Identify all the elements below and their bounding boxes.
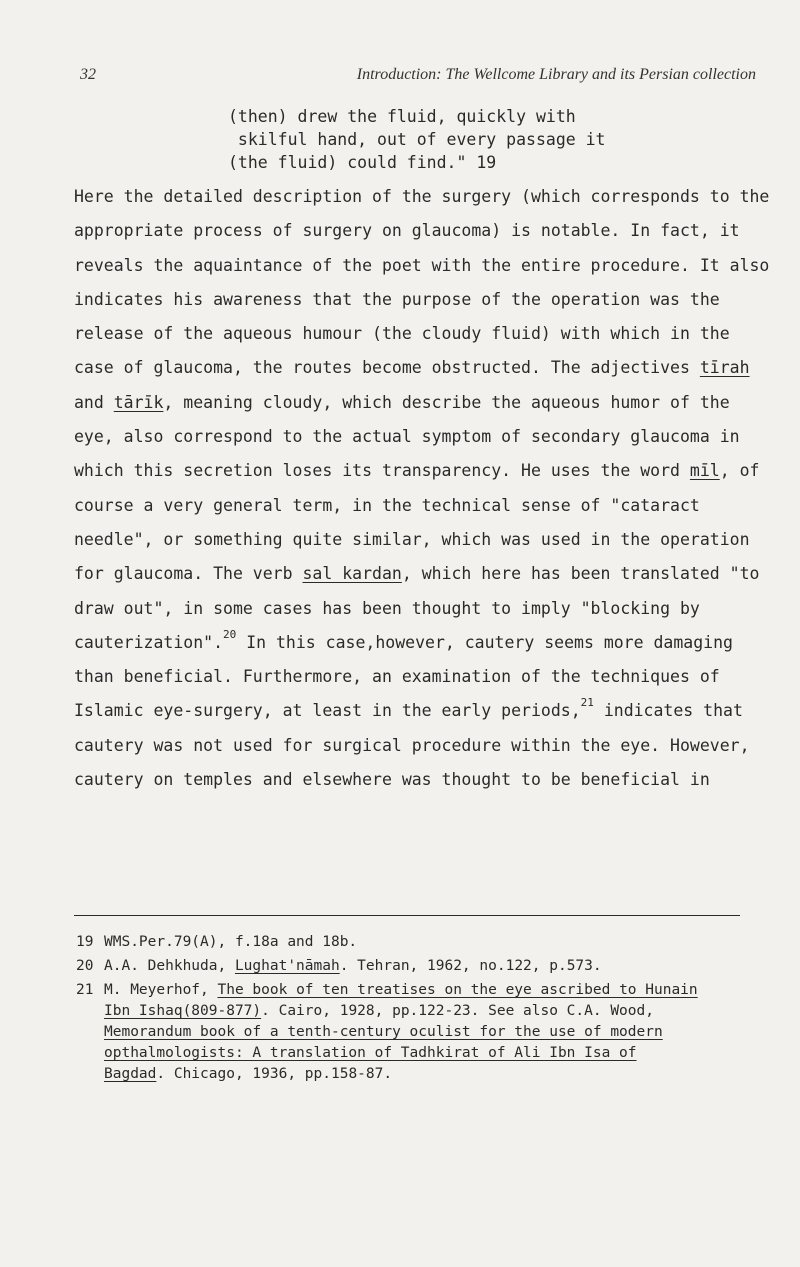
text-run: , which here has been translated "to draw out", in some cases has been thought to imply "blocking by cauterization". — [74, 564, 760, 652]
footnote-ref-20: 20 — [223, 627, 237, 641]
term-tarik: tārīk — [113, 392, 164, 412]
text-run: . Cairo, 1928, pp.122-23. See also C.A. Wood, — [261, 1003, 654, 1019]
text-run: . Tehran, 1962, no.122, p.573. — [339, 958, 602, 974]
page-header — [80, 66, 756, 90]
paragraph — [74, 180, 774, 797]
footnote-21 — [76, 980, 766, 1085]
footnote-19 — [76, 932, 766, 953]
footnote-text: WMS.Per.79(A), f.18a and 18b. — [104, 934, 358, 950]
quote-line: (the fluid) could find." 19 — [228, 153, 497, 172]
text-run: A.A. Dehkhuda, — [104, 958, 235, 974]
text-run: indicates that cautery was not used for surgical procedure within the eye. However, cautery on temples and elsewhere was thought to be beneficial in — [74, 701, 750, 790]
cited-title: opthalmologists: A translation of Tadhkirat of Ali Ibn Isa of — [104, 1045, 637, 1061]
text-run: M. Meyerhof, — [104, 982, 218, 998]
footnote-number: 19 — [76, 934, 94, 950]
text-run: . Chicago, 1936, pp.158-87. — [156, 1066, 393, 1082]
running-title: Introduction: The Wellcome Library and its Persian collection — [356, 66, 756, 83]
block-quote — [228, 105, 648, 174]
body-text — [74, 180, 774, 797]
footnote-number: 20 — [76, 958, 94, 974]
footnote-ref-21: 21 — [580, 696, 594, 710]
footnote-20 — [76, 956, 766, 977]
footnote-divider — [74, 915, 740, 916]
term-mil: mīl — [689, 461, 720, 481]
cited-title: Memorandum book of a tenth-century oculist for the use of modern — [104, 1024, 663, 1040]
quote-line: (then) drew the fluid, quickly with — [228, 107, 576, 126]
text-run: In this case,however, cautery seems more damaging than beneficial. Furthermore, an examination of the techniques of Islamic eye-surgery, at least in the early periods, — [74, 632, 733, 721]
footnote-number: 21 — [76, 982, 94, 998]
term-sal-kardan: sal kardan — [302, 564, 402, 584]
quote-line: skilful hand, out of every passage it — [228, 130, 606, 149]
cited-title: Bagdad — [104, 1066, 157, 1082]
footnotes — [76, 932, 766, 1088]
cited-title: Lughat'nāmah — [234, 958, 340, 974]
page-number: 32 — [80, 66, 96, 83]
cited-title: Ibn Ishaq(809-877) — [104, 1003, 262, 1019]
text-run: and — [74, 392, 114, 412]
term-tirah: tīrah — [699, 358, 750, 378]
text-run: Here the detailed description of the surgery (which corresponds to the appropriate process of surgery on glaucoma) is notable. In fact, it reveals the aquaintance of the poet with the entire procedure. It also indicates his awareness that the purpose of the operation was the release of the aqueous humour (the cloudy fluid) with which in the case of glaucoma, the routes become obstructed. The adjectives — [74, 187, 770, 378]
cited-title: The book of ten treatises on the eye ascribed to Hunain — [217, 982, 698, 998]
text-run: , of course a very general term, in the technical sense of "cataract needle", or something quite similar, which was used in the operation for glaucoma. The verb — [74, 461, 760, 584]
text-run: , meaning cloudy, which describe the aqueous humor of the eye, also correspond to the actual symptom of secondary glaucoma in which this secretion loses its transparency. He uses the word — [74, 392, 740, 481]
